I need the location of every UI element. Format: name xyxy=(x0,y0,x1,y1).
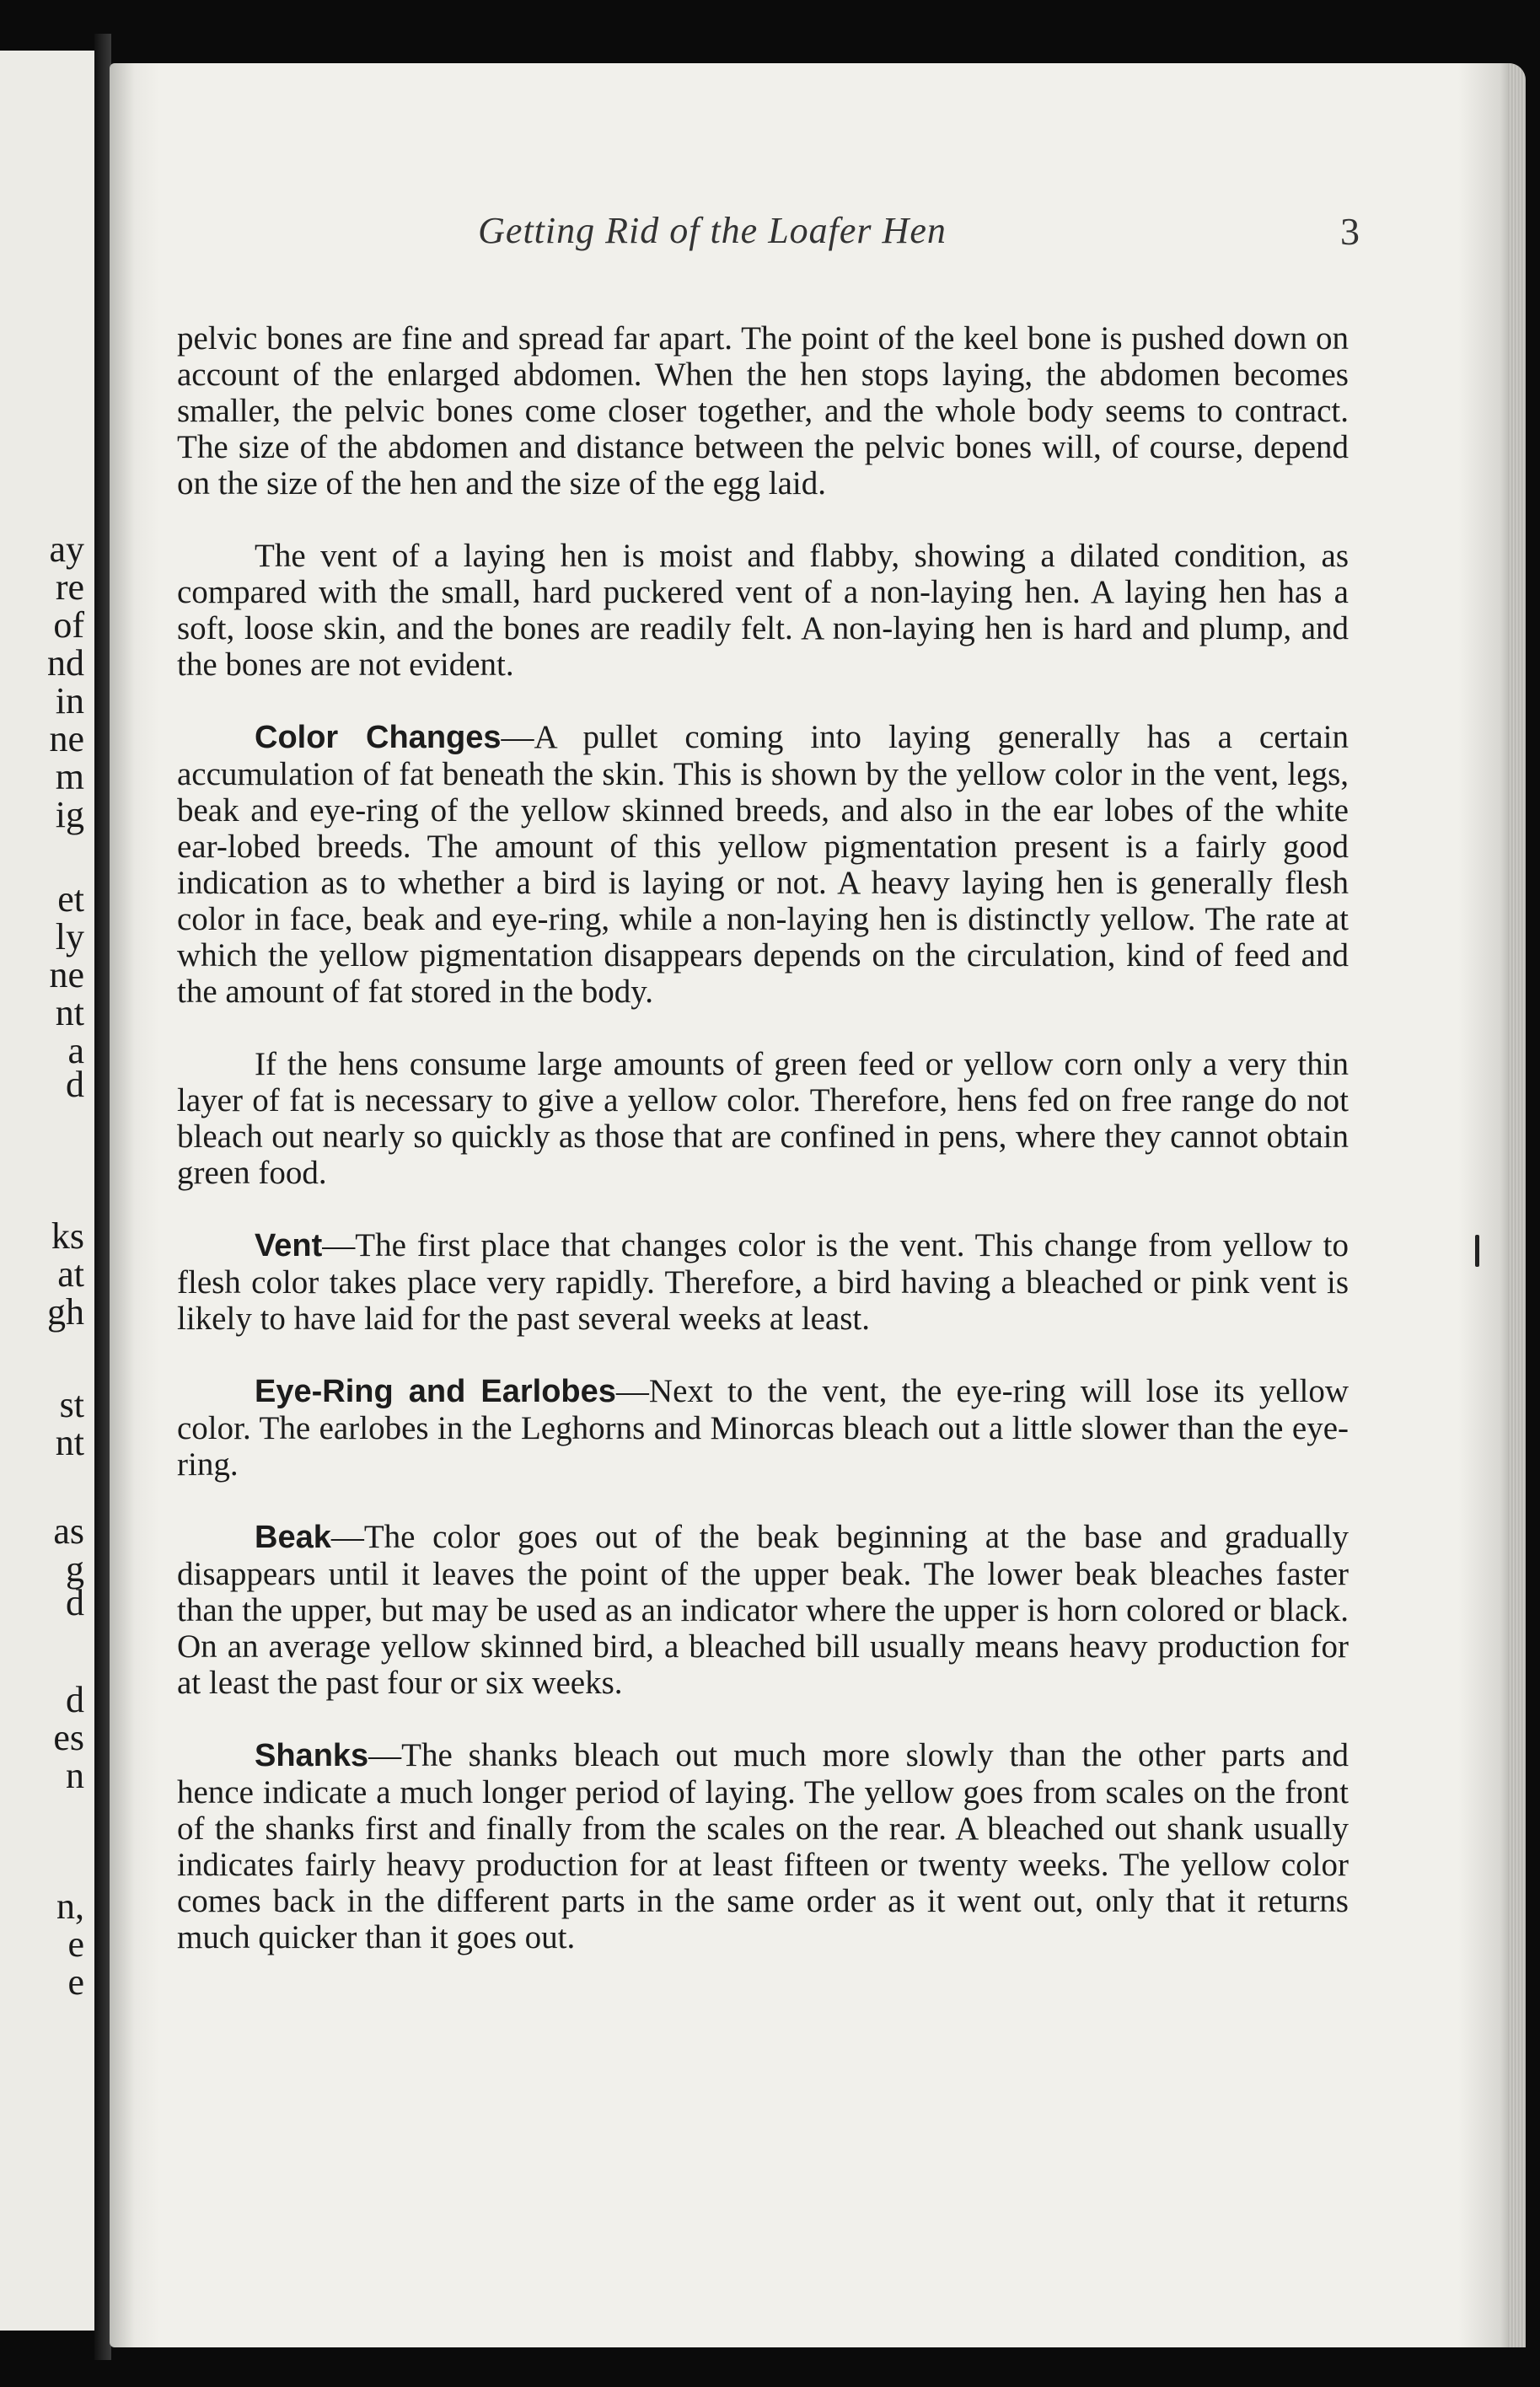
facing-page-fragment: ly xyxy=(55,916,84,957)
facing-page-fragment: m xyxy=(55,756,84,797)
page-number: 3 xyxy=(1340,210,1360,253)
facing-page-fragment: ne xyxy=(49,954,84,995)
facing-page-fragment: st xyxy=(59,1384,84,1425)
paragraph-body: The vent of a laying hen is moist and flabby, showing a dilated condition, as compared with the small, hard puckered vent of a non-laying hen. A laying hen has a soft, loose skin, and the bones are readily felt. A non-laying hen is hard and plump, and the bones are not evident. xyxy=(177,538,1349,683)
running-head: Getting Rid of the Loafer Hen xyxy=(478,210,947,251)
facing-page-fragment: et xyxy=(57,878,84,920)
paragraph xyxy=(177,538,1349,683)
facing-page-fragment: a xyxy=(67,1030,84,1071)
facing-page-fragment: at xyxy=(57,1253,84,1295)
facing-page-fragment: es xyxy=(53,1717,84,1758)
paragraph xyxy=(177,1373,1349,1483)
book-gutter xyxy=(94,34,111,2360)
facing-page-fragment: as xyxy=(53,1510,84,1552)
facing-page-fragment: nt xyxy=(55,1422,84,1463)
facing-page-fragment: re xyxy=(55,566,84,608)
facing-page-fragment: nd xyxy=(47,642,84,684)
facing-page-fragment: of xyxy=(53,604,84,646)
facing-page-fragment: ay xyxy=(49,528,84,570)
facing-page-fragment: d xyxy=(66,1679,84,1720)
facing-page-fragment: d xyxy=(66,1064,84,1105)
page-mark xyxy=(1475,1235,1479,1267)
facing-page-fragment: n, xyxy=(56,1885,84,1927)
section-heading: Shanks xyxy=(255,1738,369,1773)
paragraph xyxy=(177,1046,1349,1191)
facing-page-fragment: d xyxy=(66,1582,84,1623)
facing-page-fragment: ks xyxy=(51,1215,84,1257)
paragraph xyxy=(177,1519,1349,1701)
page-header xyxy=(110,209,1526,260)
section-heading: Eye-Ring and Earlobes xyxy=(255,1374,616,1409)
facing-page-fragment: gh xyxy=(47,1291,84,1333)
paragraph-body: —A pullet coming into laying generally has a certain accumulation of fat beneath the skin. This is shown by the yellow color in the vent, legs, beak and eye-ring of the yellow skinned breeds, and also in the ear lobes of the white ear-lobed breeds. The amount of this yellow pigmentation present is a fairly good indication as to whether a bird is laying or not. A heavy laying hen is generally flesh color in face, beak and eye-ring, while a non-laying hen is distinctly yellow. The rate at which the yellow pigmentation disappears depends on the circulation, kind of feed and the amount of fat stored in the body. xyxy=(177,719,1350,1010)
book-page xyxy=(110,63,1526,2347)
facing-page-fragment: in xyxy=(55,680,84,721)
paragraph xyxy=(177,320,1349,502)
facing-page-fragment: n xyxy=(66,1755,84,1796)
paragraph-body: —The color goes out of the beak beginning at the base and gradually disappears until it leaves the point of the upper beak. The lower beak bleaches faster than the upper, but may be used as an indicator where the upper is horn colored or black. On an average yellow skinned bird, a bleached bill usually means heavy production for at least the past four or six weeks. xyxy=(177,1519,1349,1701)
section-heading: Vent xyxy=(255,1228,323,1263)
facing-page-fragment: e xyxy=(67,1961,84,2003)
facing-page-fragment: ig xyxy=(55,794,84,835)
paragraph-body: If the hens consume large amounts of green feed or yellow corn only a very thin layer of fat is necessary to give a yellow color. Therefore, hens fed on free range do not bleach out nearly so quickly as those that are confined in pens, where they cannot obtain green food. xyxy=(177,1046,1349,1191)
facing-page-fragment: g xyxy=(66,1548,84,1590)
page-edge xyxy=(1507,63,1526,2347)
paragraph-body: —Next to the vent, the eye-ring will lose its yellow color. The earlobes in the Leghorns and Minorcas bleach out a little slower than the eye-ring. xyxy=(177,1373,1349,1483)
paragraph xyxy=(177,1227,1349,1337)
section-heading: Color Changes xyxy=(255,720,502,755)
paragraph xyxy=(177,1737,1349,1955)
paragraph-body: —The shanks bleach out much more slowly than the other parts and hence indicate a much longer period of laying. The yellow goes from scales on the front of the shanks first and finally from the scales on the rear. A bleached out shank usually indicates fairly heavy production for at least fifteen or twenty weeks. The yellow color comes back in the different parts in the same order as it went out, only that it returns much quicker than it goes out. xyxy=(177,1737,1349,1955)
facing-page-edge xyxy=(0,51,94,2331)
paragraph-body: pelvic bones are fine and spread far apart. The point of the keel bone is pushed down on account of the enlarged abdomen. When the hen stops laying, the abdomen becomes smaller, the pelvic bones come closer together, and the whole body seems to contract. The size of the abdomen and distance between the pelvic bones will, of course, depend on the size of the hen and the size of the egg laid. xyxy=(177,320,1349,502)
paragraph xyxy=(177,719,1349,1010)
facing-page-fragment: ne xyxy=(49,718,84,759)
facing-page-fragment: nt xyxy=(55,992,84,1033)
facing-page-fragment: e xyxy=(67,1923,84,1965)
section-heading: Beak xyxy=(255,1520,331,1555)
body-text xyxy=(177,320,1349,1992)
paragraph-body: —The first place that changes color is the vent. This change from yellow to flesh color takes place very rapidly. Therefore, a bird having a bleached or pink vent is likely to have laid for the past several weeks at least. xyxy=(177,1227,1349,1337)
